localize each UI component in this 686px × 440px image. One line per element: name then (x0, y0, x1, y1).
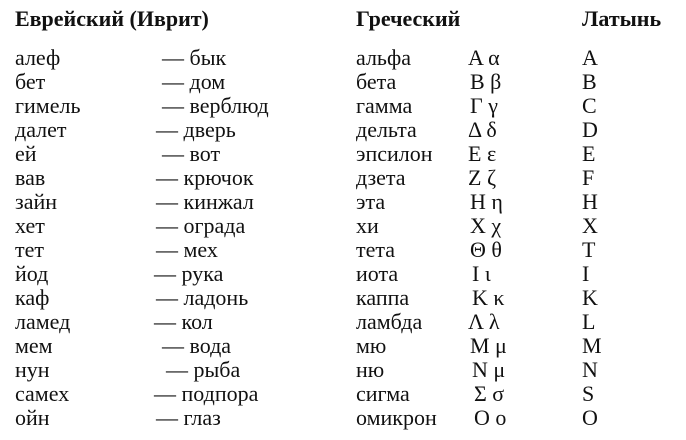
greek-letter-name: дзета (356, 165, 406, 190)
latin-letter: M (582, 333, 602, 358)
greek-letter-glyphs: Γ γ (470, 93, 498, 118)
greek-letter-name: мю (356, 333, 387, 358)
greek-letter-glyphs: Ι ι (472, 261, 491, 286)
alphabet-row (0, 190, 686, 214)
greek-letter-name: дельта (356, 117, 417, 142)
greek-letter-glyphs: Ε ε (468, 141, 497, 166)
alphabet-row (0, 262, 686, 286)
hebrew-letter-name: нун (15, 357, 50, 382)
hebrew-letter-meaning: — вот (162, 141, 221, 166)
greek-letter-name: хи (356, 213, 379, 238)
hebrew-letter-meaning: — глаз (156, 405, 221, 430)
greek-letter-glyphs: Μ μ (470, 333, 507, 358)
hebrew-letter-meaning: — дверь (156, 117, 236, 142)
alphabet-rows (0, 46, 686, 430)
alphabet-row (0, 358, 686, 382)
greek-letter-glyphs: Ζ ζ (468, 165, 497, 190)
hebrew-letter-name: далет (15, 117, 67, 142)
hebrew-letter-meaning: — ладонь (156, 285, 249, 310)
hebrew-letter-meaning: — подпора (154, 381, 259, 406)
latin-letter: N (582, 357, 598, 382)
latin-letter: B (582, 69, 597, 94)
hebrew-letter-name: ламед (15, 309, 71, 334)
latin-letter: D (582, 117, 598, 142)
latin-letter: L (582, 309, 596, 334)
latin-letter: K (582, 285, 598, 310)
latin-letter: X (582, 213, 598, 238)
greek-letter-glyphs: Κ κ (472, 285, 505, 310)
alphabet-row (0, 406, 686, 430)
alphabet-row (0, 286, 686, 310)
hebrew-letter-meaning: — рыба (166, 357, 241, 382)
hebrew-letter-name: зайн (15, 189, 58, 214)
latin-letter: S (582, 381, 595, 406)
hebrew-letter-meaning: — дом (162, 69, 226, 94)
latin-letter: O (582, 405, 598, 430)
greek-letter-name: каппа (356, 285, 410, 310)
alphabet-row (0, 334, 686, 358)
greek-letter-name: эта (356, 189, 386, 214)
hebrew-column-header: Еврейский (Иврит) (15, 6, 209, 31)
hebrew-letter-meaning: — рука (154, 261, 224, 286)
greek-letter-glyphs: Η η (470, 189, 503, 214)
greek-letter-name: сигма (356, 381, 410, 406)
hebrew-letter-name: тет (15, 237, 44, 262)
latin-letter: H (582, 189, 598, 214)
greek-letter-name: ню (356, 357, 385, 382)
greek-letter-name: омикрон (356, 405, 437, 430)
greek-letter-glyphs: Δ δ (468, 117, 497, 142)
hebrew-letter-meaning: — вода (162, 333, 232, 358)
hebrew-letter-name: хет (15, 213, 45, 238)
greek-letter-name: иота (356, 261, 399, 286)
alphabet-row (0, 94, 686, 118)
alphabet-row (0, 310, 686, 334)
greek-letter-name: альфа (356, 45, 411, 70)
greek-letter-glyphs: Ν μ (472, 357, 506, 382)
latin-letter: C (582, 93, 597, 118)
alphabet-row (0, 142, 686, 166)
greek-letter-glyphs: Λ λ (468, 309, 500, 334)
greek-letter-glyphs: Χ χ (470, 213, 502, 238)
latin-letter: E (582, 141, 596, 166)
greek-letter-glyphs: Θ θ (470, 237, 502, 262)
hebrew-letter-meaning: — кол (154, 309, 213, 334)
hebrew-letter-name: вав (15, 165, 46, 190)
greek-letter-glyphs: Ο ο (474, 405, 507, 430)
hebrew-letter-meaning: — мех (156, 237, 218, 262)
alphabet-row (0, 70, 686, 94)
hebrew-letter-meaning: — крючок (156, 165, 254, 190)
hebrew-letter-name: ойн (15, 405, 50, 430)
alphabet-row (0, 118, 686, 142)
hebrew-letter-name: гимель (15, 93, 81, 118)
latin-letter: F (582, 165, 595, 190)
hebrew-letter-meaning: — бык (162, 45, 227, 70)
alphabet-row (0, 214, 686, 238)
greek-letter-glyphs: Σ σ (474, 381, 505, 406)
greek-letter-glyphs: Β β (470, 69, 502, 94)
alphabet-row (0, 46, 686, 70)
hebrew-letter-name: мем (15, 333, 53, 358)
hebrew-letter-name: ей (15, 141, 37, 166)
hebrew-letter-meaning: — ограда (156, 213, 246, 238)
hebrew-letter-name: бет (15, 69, 46, 94)
greek-column-header: Греческий (356, 6, 461, 31)
greek-letter-glyphs: Α α (468, 45, 500, 70)
latin-letter: I (582, 261, 590, 286)
hebrew-letter-name: каф (15, 285, 50, 310)
hebrew-letter-meaning: — верблюд (162, 93, 269, 118)
greek-letter-name: эпсилон (356, 141, 433, 166)
alphabet-row (0, 382, 686, 406)
hebrew-letter-meaning: — кинжал (156, 189, 254, 214)
latin-letter: A (582, 45, 598, 70)
hebrew-letter-name: самех (15, 381, 70, 406)
greek-letter-name: ламбда (356, 309, 423, 334)
greek-letter-name: тета (356, 237, 396, 262)
alphabet-row (0, 238, 686, 262)
latin-column-header: Латынь (582, 6, 662, 31)
greek-letter-name: гамма (356, 93, 413, 118)
greek-letter-name: бета (356, 69, 397, 94)
latin-letter: T (582, 237, 596, 262)
hebrew-letter-name: алеф (15, 45, 61, 70)
hebrew-letter-name: йод (15, 261, 49, 286)
alphabet-row (0, 166, 686, 190)
